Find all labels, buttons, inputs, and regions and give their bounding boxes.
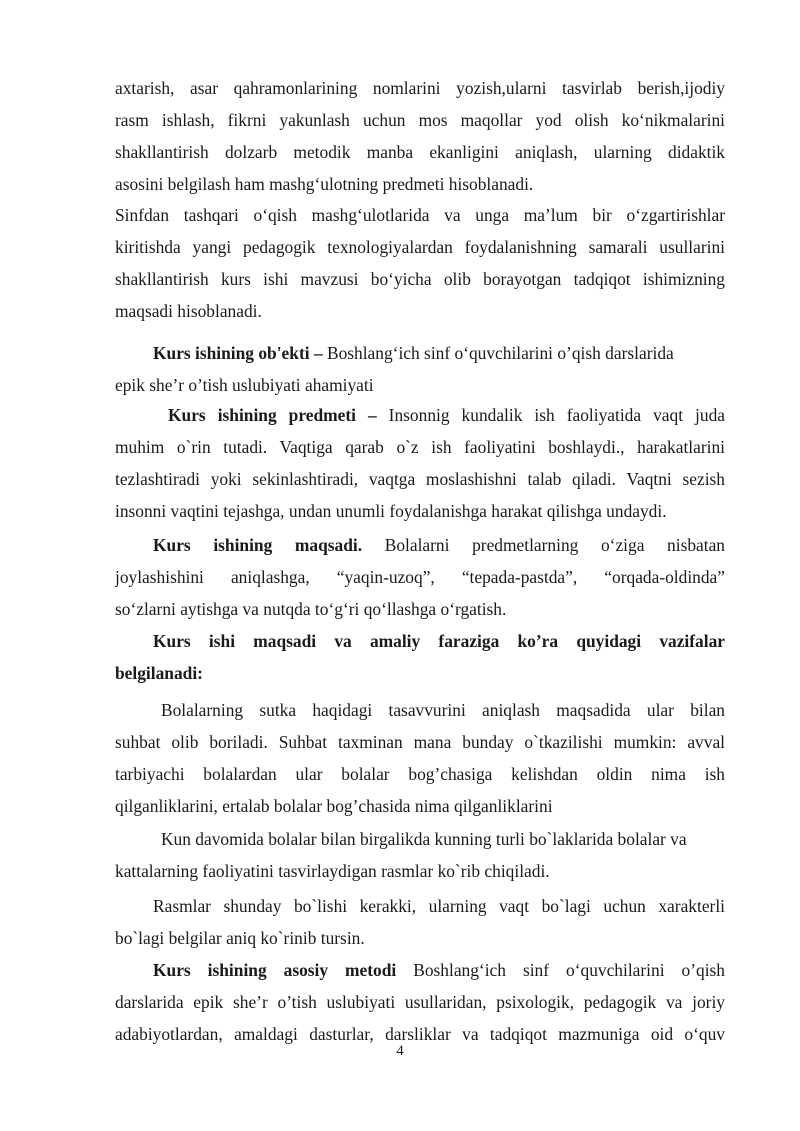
text-line: so‘zlarni aytishga va nutqda to‘g‘ri qo‘llashga o‘rgatish.	[115, 599, 507, 619]
text-line: shakllantirish dolzarb metodik manba ekanligini aniqlash, ularning didaktik	[115, 142, 725, 162]
method-text: Boshlang‘ich sinf o‘quvchilarini o’qish	[396, 960, 725, 980]
text-line: muhim o`rin tutadi. Vaqtiga qarab o`z ish faoliyatini boshlaydi., harakatlarini	[115, 437, 725, 457]
text-line: joylashishini aniqlashga, “yaqin-uzoq”, “tepada-pastda”, “orqada-oldinda”	[115, 567, 725, 587]
text-line: darslarida epik she’r o’tish uslubiyati usullaridan, psixologik, pedagogik va joriy	[115, 992, 725, 1012]
paragraph-intro-continuation	[115, 72, 725, 200]
text-line: insonni vaqtini tejashga, undan unumli foydalanishga harakat qilishga undaydi.	[115, 501, 667, 521]
text-line: kiritishda yangi pedagogik texnologiyalardan foydalanishning samarali usullarini	[115, 237, 725, 257]
tasks-heading-line: Kurs ishi maqsadi va amaliy faraziga ko’ra quyidagi vazifalar	[153, 631, 725, 651]
paragraph-pictures-requirements	[115, 890, 725, 954]
paragraph-research-subject	[115, 399, 725, 527]
text-line: maqsadi hisoblanadi.	[115, 301, 262, 321]
paragraph-research-object	[115, 337, 725, 401]
paragraph-research-goal	[115, 529, 725, 625]
subject-text: Insonnig kundalik ish faoliyatida vaqt juda	[376, 405, 725, 425]
paragraph-tasks-heading	[115, 625, 725, 689]
text-line: rasm ishlash, fikrni yakunlash uchun mos maqollar yod olish ko‘nikmalarini	[115, 110, 725, 130]
object-text: Boshlang‘ich sinf o‘quvchilarini o’qish darslarida	[322, 343, 674, 363]
text-line: tarbiyachi bolalardan ular bolalar bog’chasiga kelishdan oldin nima ish	[115, 764, 725, 784]
text-line: kattalarning faoliyatini tasvirlaydigan rasmlar ko`rib chiqiladi.	[115, 861, 550, 881]
paragraph-main-method	[115, 954, 725, 1050]
text-line: adabiyotlardan, amaldagi dasturlar, darsliklar va tadqiqot mazmuniga oid o‘quv	[115, 1024, 725, 1044]
object-heading: Kurs ishining ob'ekti –	[153, 343, 323, 363]
paragraph-pictures	[115, 823, 725, 887]
text-line: Rasmlar shunday bo`lishi kerakki, ularning vaqt bo`lagi uchun xarakterli	[153, 896, 725, 916]
text-line	[115, 337, 725, 369]
subject-heading: Kurs ishining predmeti –	[168, 405, 377, 425]
text-line: qilganliklarini, ertalab bolalar bog’chasida nima qilganliklarini	[115, 796, 553, 816]
text-line: bo`lagi belgilar aniq ko`rinib tursin.	[115, 928, 365, 948]
text-line: Bolalarning sutka haqidagi tasavvurini aniqlash maqsadida ular bilan	[161, 700, 725, 720]
text-line: axtarish, asar qahramonlarining nomlarini yozish,ularni tasvirlab berish,ijodiy	[115, 78, 725, 98]
tasks-heading-line: belgilanadi:	[115, 663, 203, 683]
method-heading: Kurs ishining asosiy metodi	[153, 960, 397, 980]
text-line: shakllantirish kurs ishi mavzusi bo‘yicha olib borayotgan tadqiqot ishimizning	[115, 269, 725, 289]
text-line	[115, 954, 725, 986]
text-line: suhbat olib boriladi. Suhbat taxminan mana bunday o`tkazilishi mumkin: avval	[115, 732, 725, 752]
text-line: tezlashtiradi yoki sekinlashtiradi, vaqtga moslashishni talab qiladi. Vaqtni sezish	[115, 469, 725, 489]
goal-text: Bolalarni predmetlarning o‘ziga nisbatan	[362, 535, 725, 555]
paragraph-research-aim	[115, 199, 725, 327]
paragraph-conversation	[115, 694, 725, 822]
goal-heading: Kurs ishining maqsadi.	[153, 535, 363, 555]
text-line	[115, 529, 725, 561]
text-line: asosini belgilash ham mashg‘ulotning predmeti hisoblanadi.	[115, 174, 534, 194]
text-line: Sinfdan tashqari o‘qish mashg‘ulotlarida va unga ma’lum bir o‘zgartirishlar	[115, 205, 725, 225]
text-line: epik she’r o’tish uslubiyati ahamiyati	[115, 375, 374, 395]
page-number: 4	[396, 1043, 404, 1059]
text-line	[115, 399, 725, 431]
text-line: Kun davomida bolalar bilan birgalikda kunning turli bo`laklarida bolalar va	[161, 829, 687, 849]
